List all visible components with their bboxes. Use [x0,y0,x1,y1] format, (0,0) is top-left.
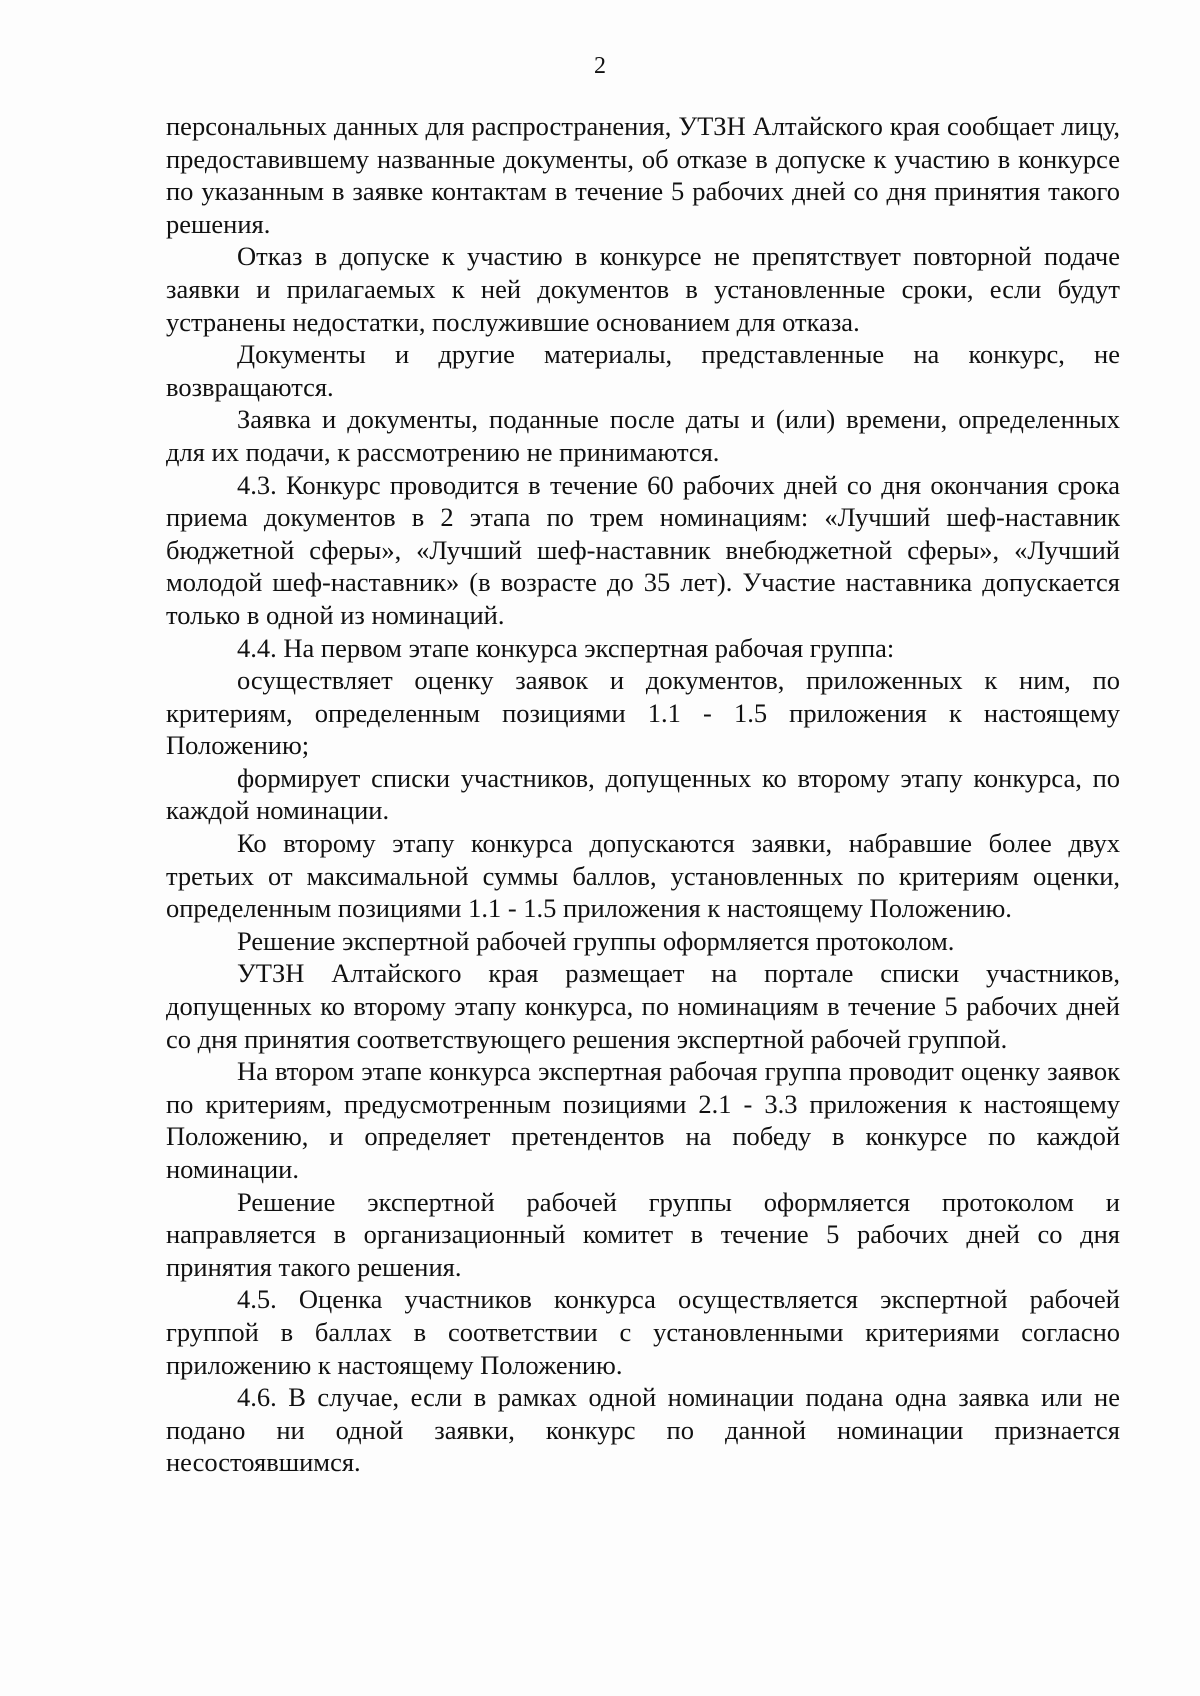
paragraph: Ко второму этапу конкурса допускаются заявки, набравшие более двух третьих от максимальной суммы баллов, установленных по критериям оценки, определенным позициями 1.1 - 1.5 приложения к настоящему Положению. [166,828,1120,924]
paragraph: осуществляет оценку заявок и документов, приложенных к ним, по критериям, определенным позициями 1.1 - 1.5 приложения к настоящему Положению; [166,665,1120,761]
paragraph: Решение экспертной рабочей группы оформляется протоколом. [237,925,955,956]
document-body [166,110,1120,1479]
paragraph: Документы и другие материалы, представленные на конкурс, не возвращаются. [166,339,1120,402]
paragraph: Решение экспертной рабочей группы оформляется протоколом и направляется в организационный комитет в течение 5 рабочих дней со дня принятия такого решения. [166,1186,1120,1282]
paragraph-section-4-3: 4.3. Конкурс проводится в течение 60 рабочих дней со дня окончания срока приема документов в 2 этапа по трем номинациям: «Лучший шеф-наставник бюджетной сферы», «Лучший шеф-наставник внебюджетной сферы», «Лучший молодой шеф-наставник» (в возрасте до 35 лет). Участие наставника допускается только в одной из номинаций. [166,469,1120,630]
paragraph: персональных данных для распространения, УТЗН Алтайского края сообщает лицу, предоставившему названные документы, об отказе в допуске к участию в конкурсе по указанным в заявке контактам в течение 5 рабочих дней со дня принятия такого решения. [166,111,1120,239]
paragraph: На втором этапе конкурса экспертная рабочая группа проводит оценку заявок по критериям, предусмотренным позициями 2.1 - 3.3 приложения к настоящему Положению, и определяет претендентов на победу в конкурсе по каждой номинации. [166,1056,1120,1184]
paragraph: Отказ в допуске к участию в конкурсе не препятствует повторной подаче заявки и прилагаемых к ней документов в установленные сроки, если будут устранены недостатки, послужившие основанием для отказа. [166,241,1120,337]
paragraph: УТЗН Алтайского края размещает на портале списки участников, допущенных ко второму этапу конкурса, по номинациям в течение 5 рабочих дней со дня принятия соответствующего решения экспертной рабочей группой. [166,958,1120,1054]
paragraph-section-4-6: 4.6. В случае, если в рамках одной номинации подана одна заявка или не подано ни одной заявки, конкурс по данной номинации признается несостоявшимся. [166,1382,1120,1478]
paragraph-section-4-5: 4.5. Оценка участников конкурса осуществляется экспертной рабочей группой в баллах в соответствии с установленными критериями согласно приложению к настоящему Положению. [166,1284,1120,1380]
page-number: 2 [594,53,606,79]
paragraph: формирует списки участников, допущенных ко второму этапу конкурса, по каждой номинации. [166,762,1120,826]
paragraph-section-4-4: 4.4. На первом этапе конкурса экспертная рабочая группа: [237,632,895,663]
paragraph: Заявка и документы, поданные после даты и (или) времени, определенных для их подачи, к рассмотрению не принимаются. [166,404,1120,467]
